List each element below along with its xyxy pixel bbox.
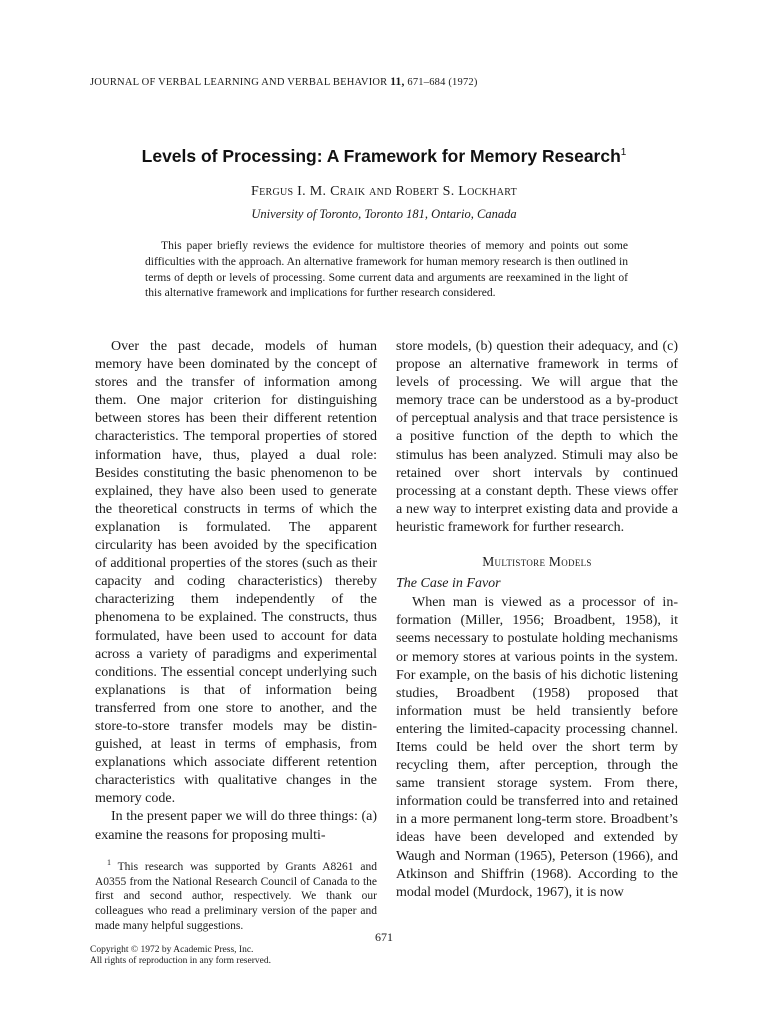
journal-header xyxy=(90,76,690,88)
copyright-notice xyxy=(90,945,490,967)
section-heading: Multistore Models xyxy=(482,554,592,570)
intro-paragraph-2: In the present paper we will do three things: (a) examine the reasons for proposing multi- xyxy=(95,809,377,843)
footnote-mark: 1 xyxy=(107,858,111,867)
paper-title-text: Levels of Processing: A Framework for Memory Research xyxy=(141,146,621,166)
intro-paragraph-1: Over the past decade, models of human memory have been dominated by the concept of stores and the transfer of information among them. One major criterion for distinguishing between stores has been their different retention characteristics. The temporal properties of stored information have, thus, played a dual role: Besides constituting the basic phenomenon to be explained, they have also been used to generate the theoretical constructs in terms of which the explanation is formulated. The apparent circularity has been avoided by the specification of additional properties of the stores (such as their capacity and coding characteristics) thereby characterizing them independently of the phenomena to be explained. The constructs, thus formulated, have been used to account for data across a variety of paradigms and experimental conditions. The essential concept underlying such explanations is that of information being transferred from one store to another, and the store-to-store transfer models may be distinguished, at least in terms of emphasis, from explanations which associate different retention characteristics with qualitative changes in the memory code. xyxy=(95,339,377,807)
paper-authors: Fergus I. M. Craik and Robert S. Lockhart xyxy=(250,184,517,199)
title-footnote-mark: 1 xyxy=(620,147,627,159)
paper-title xyxy=(0,146,768,167)
page-number: 671 xyxy=(375,930,393,944)
subsection-heading: The Case in Favor xyxy=(396,576,501,592)
author-affiliation: University of Toronto, Toronto 181, Ontario, Canada xyxy=(251,207,517,221)
copyright-line-2: All rights of reproduction in any form reserved. xyxy=(90,956,271,966)
journal-volume: 11, xyxy=(390,76,405,88)
journal-pages-year: 671–684 (1972) xyxy=(407,77,478,88)
copyright-line-1: Copyright © 1972 by Academic Press, Inc. xyxy=(90,945,254,955)
footnote xyxy=(95,856,377,934)
abstract: This paper briefly reviews the evidence for multistore theories of memory and points out some difficulties with the approach. An alternative framework for human memory research is then outlined in terms of depth or levels of processing. Some current data and arguments are reexamined in the light of this alternative framework and implications for further research considered. xyxy=(145,239,628,300)
footnote-text: This research was supported by Grants A8261 and A0355 from the National Research Council of Canada to the first and second author, respectively. We thank our colleagues who read a preliminary version of the paper and made many helpful suggestions. xyxy=(95,860,377,933)
journal-name: JOURNAL OF VERBAL LEARNING AND VERBAL BEHAVIOR xyxy=(90,77,388,88)
right-column xyxy=(396,338,678,902)
left-column xyxy=(95,338,377,845)
case-in-favor-paragraph: When man is viewed as a processor of information (Miller, 1956; Broadbent, 1958), it seems necessary to postulate holding mechanisms or memory stores at various points in the system. For example, on the basis of his dichotic listening studies, Broadbent (1958) proposed that information must be held transiently before entering the limited-capacity processing channel. Items could be held over the short term by recycling them, after perception, through the same transient storage system. From there, information could be transferred into and retained in a more permanent long-term store. Broadbent’s ideas have been developed and extended by Waugh and Norman (1965), Peterson (1966), and Atkinson and Shiffrin (1968). According to the modal model (Murdock, 1967), it is now xyxy=(396,595,678,900)
intro-paragraph-continued: store models, (b) question their adequacy, and (c) propose an alternative framework in terms of levels of processing. We will argue that the memory trace can be understood as a by-product of perceptual analysis and that trace persistence is a positive function of the depth to which the stimulus has been analyzed. Stimuli may also be retained over short intervals by continued processing at a constant depth. These views offer a new way to interpret existing data and provide a heuristic framework for further research. xyxy=(396,339,678,535)
